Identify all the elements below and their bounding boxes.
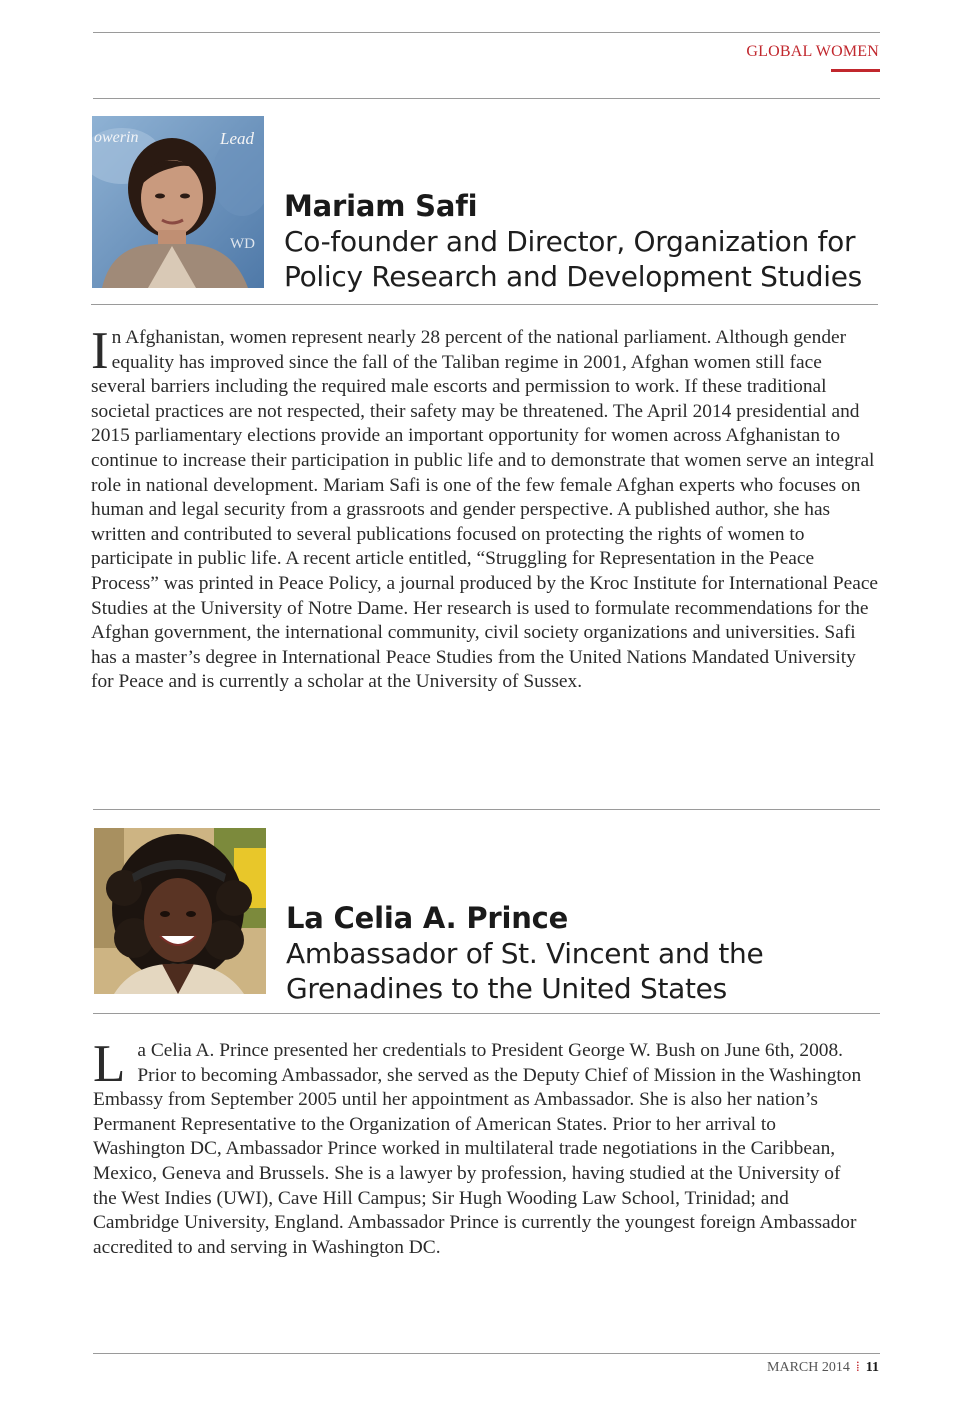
section-divider: [93, 809, 880, 810]
issue-date: MARCH 2014: [767, 1360, 850, 1375]
profile-title-line-1: Co-founder and Director, Organization for: [284, 225, 856, 258]
footer-rule: [93, 1353, 880, 1354]
footer-separator: ⁞: [855, 1360, 860, 1375]
bio-drop-cap: L: [93, 1035, 126, 1093]
section-label: GLOBAL WOMEN: [746, 43, 879, 60]
top-rule: [93, 32, 880, 33]
bio-drop-cap: I: [91, 322, 109, 380]
profile-name: Mariam Safi: [284, 189, 478, 223]
photo-backdrop-text: owerin: [94, 129, 139, 146]
svg-text:WD: WD: [230, 236, 255, 252]
profile-bio: [91, 322, 881, 695]
bio-text: n Afghanistan, women represent nearly 28 percent of the national parliament. Although gender equality has improved since the fall of the Taliban regime in 2001, Afghan women still face several barriers including the required male escorts and permission to work. If these traditional societal practices are not respected, their safety may be threatened. The April 2014 presidential and 2015 parliamentary elections provide an important opportunity for women across Afghanistan to continue to increase their participation in public life and to demonstrate that women serve an integral role in national development. Mariam Safi is one of the few female Afghan experts who focuses on human and legal security from a grassroots and gender perspective. A published author, she has written and contributed to several publications focused on protecting the rights of women to participate in public life. A recent article entitled, “Struggling for Representation in the Peace Process” was printed in Peace Policy, a journal produced by the Kroc Institute for International Peace Studies at the University of Notre Dame. Her research is used to formulate recommendations for the Afghan government, the international community, civil society organizations and universities. Safi has a master’s degree in International Peace Studies from the United Nations Mandated University for Peace and is currently a scholar at the University of Sussex.: [91, 327, 879, 693]
profile-divider: [91, 304, 878, 305]
profile-title-line-2: Grenadines to the United States: [286, 972, 727, 1005]
page-number: 11: [865, 1360, 879, 1375]
bio-text: a Celia A. Prince presented her credentials to President George W. Bush on June 6th, 2008. Prior to becoming Ambassador, she served as the Deputy Chief of Mission in the Washington Embassy from September 2005 until her appointment as Ambassador. She is also her nation’s Permanent Representative to the Organization of American States. Prior to her arrival to Washington DC, Ambassador Prince worked in multilateral trade negotiations in the Caribbean, Mexico, Geneva and Brussels. She is a lawyer by profession, having studied at the University of the West Indies (UWI), Cave Hill Campus; Sir Hugh Wooding Law School, Trinidad; and Cambridge University, England. Ambassador Prince is currently the youngest foreign Ambassador accredited to and serving in Washington DC.: [93, 1040, 862, 1258]
page-footer: [767, 1360, 879, 1376]
section-label-underline: [831, 69, 880, 72]
profile-photo-mariam-safi: [92, 116, 264, 288]
svg-text:Lead: Lead: [220, 129, 254, 148]
profile-title-line-1: Ambassador of St. Vincent and the: [286, 937, 764, 970]
profile-name: La Celia A. Prince: [286, 901, 569, 935]
profile-bio: [93, 1035, 863, 1260]
profile-divider: [93, 1013, 880, 1014]
profile-photo-la-celia-prince: [94, 828, 266, 994]
profile-title-line-2: Policy Research and Development Studies: [284, 260, 862, 293]
header-bottom-rule: [93, 98, 880, 99]
